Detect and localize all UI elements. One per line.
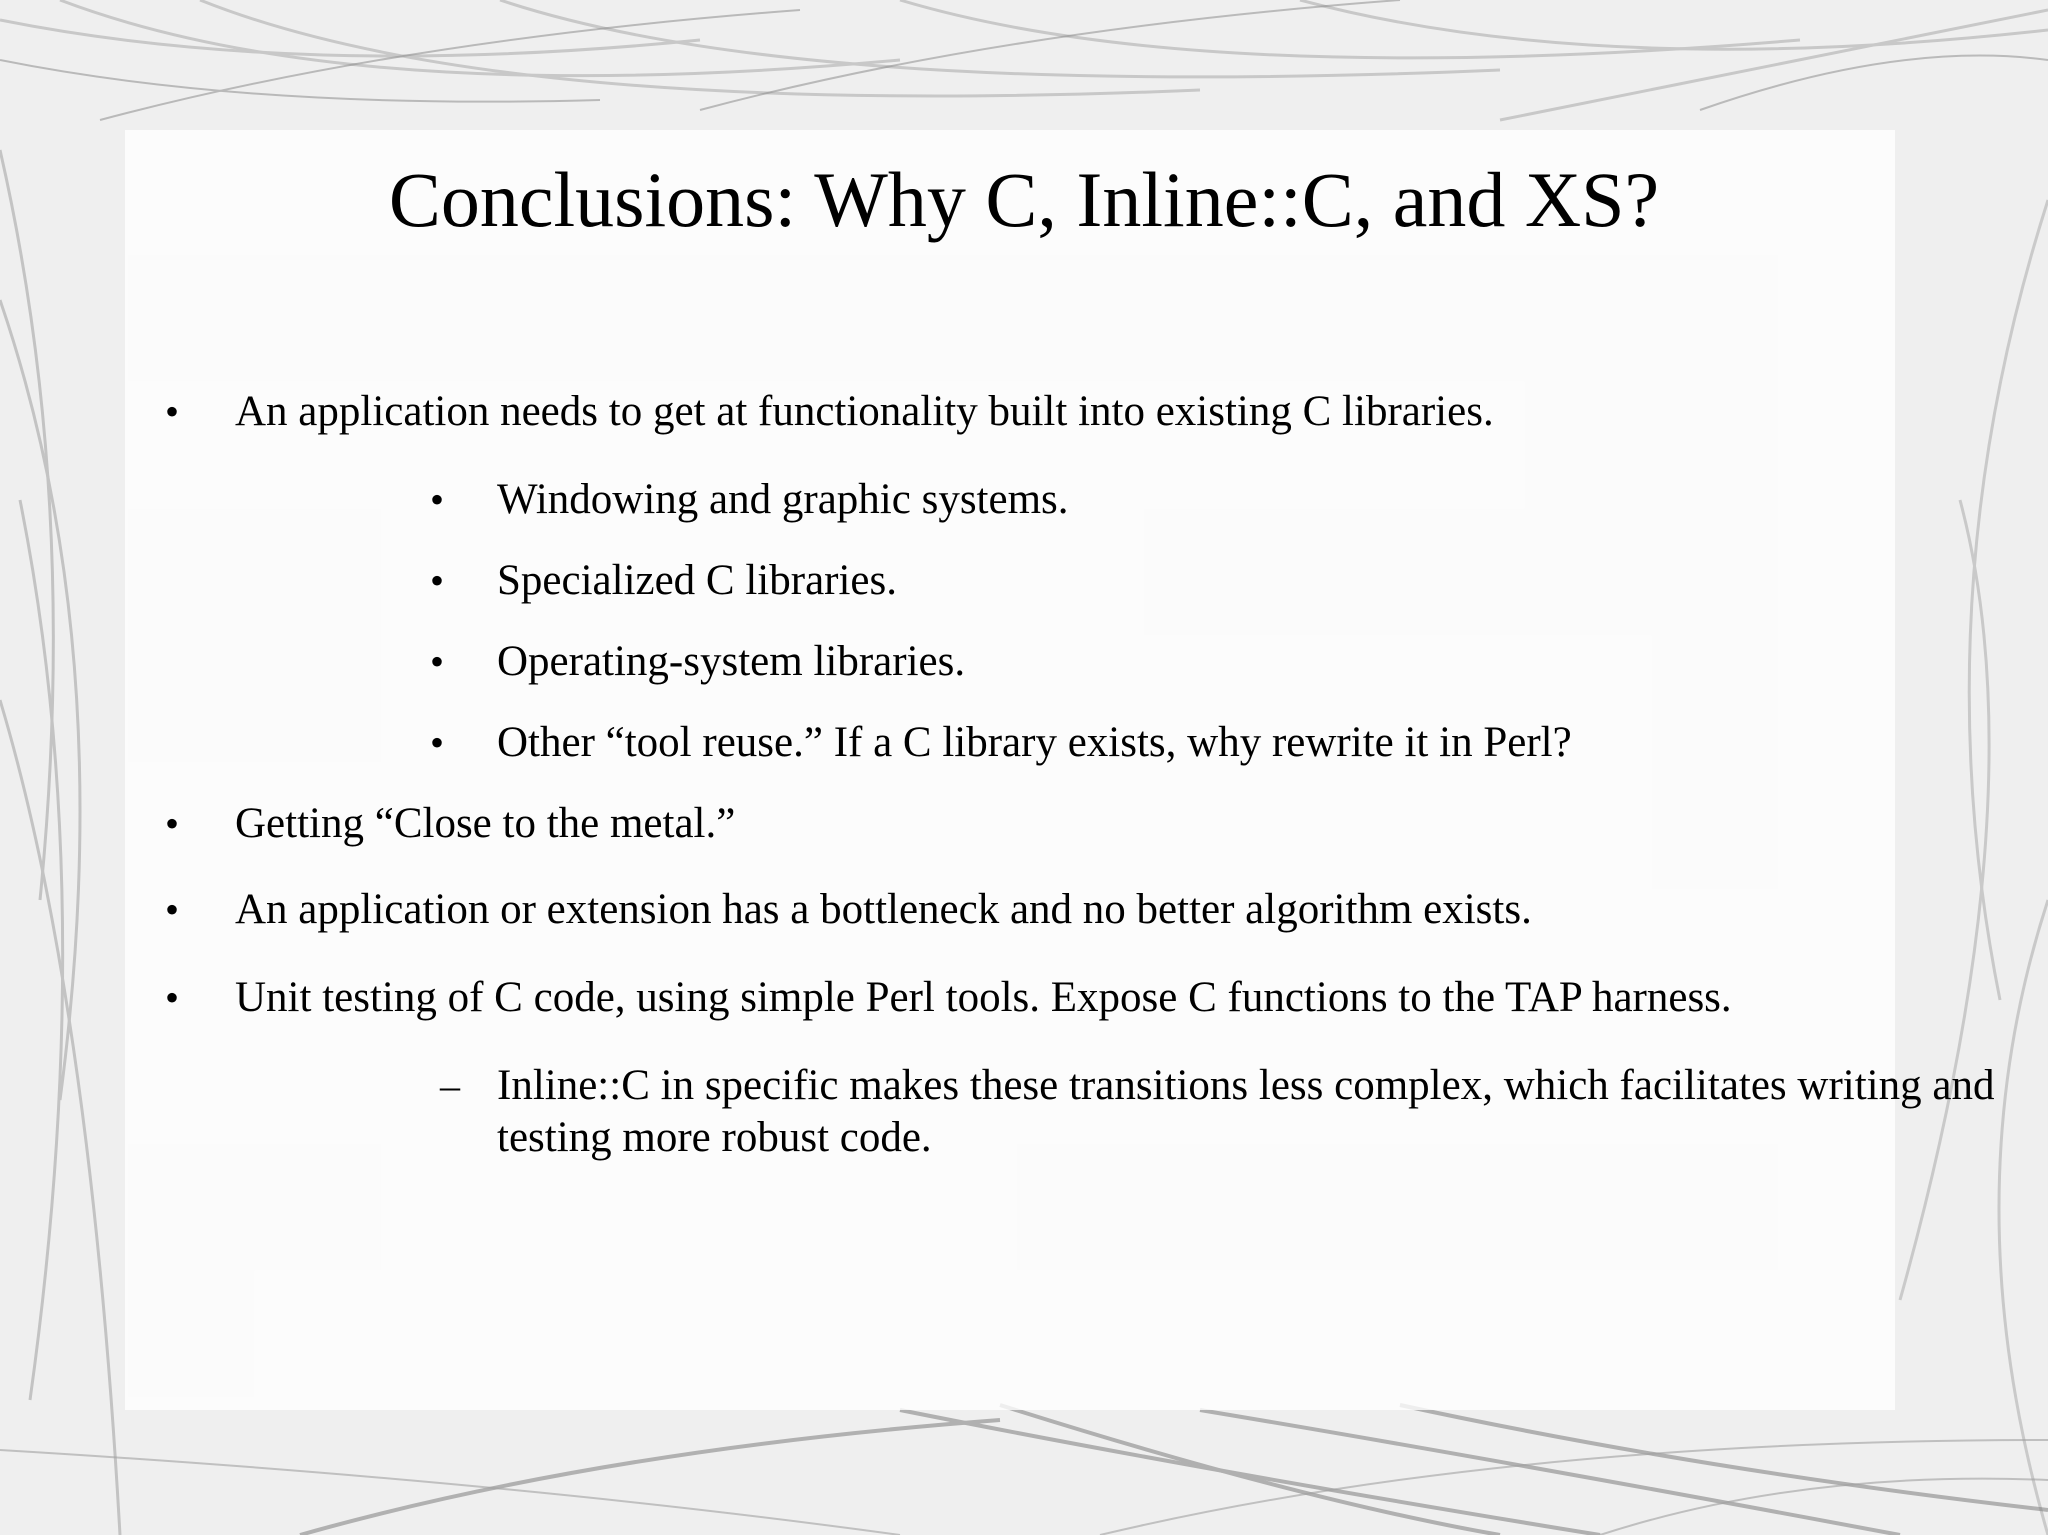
bullet-icon: • [165, 887, 180, 932]
bullet-text: An application or extension has a bottleneck and no better algorithm exists. [235, 886, 1532, 933]
bullet-text: Getting “Close to the metal.” [235, 800, 736, 847]
sub-dash-text: Inline::C in specific makes these transitions less complex, which facilitates writing and testing more robust code. [497, 1062, 1995, 1161]
bullet-icon: • [430, 639, 445, 684]
bullet-icon: • [165, 975, 180, 1020]
bullet-icon: • [430, 720, 445, 765]
bullet-text: Unit testing of C code, using simple Perl tools. Expose C functions to the TAP harness. [235, 974, 1732, 1021]
sub-bullet-text: Windowing and graphic systems. [497, 476, 1069, 523]
dash-icon: – [440, 1063, 460, 1108]
sub-bullet-text: Operating-system libraries. [497, 638, 966, 685]
bullet-icon: • [165, 389, 180, 434]
content-panel [125, 130, 1895, 1410]
slide-title: Conclusions: Why C, Inline::C, and XS? [388, 156, 1660, 243]
sub-bullet-text: Specialized C libraries. [497, 557, 897, 604]
sub-bullet-text: Other “tool reuse.” If a C library exists, why rewrite it in Perl? [497, 719, 1572, 766]
bullet-icon: • [430, 477, 445, 522]
bullet-icon: • [165, 801, 180, 846]
bullet-icon: • [430, 558, 445, 603]
bullet-text: An application needs to get at functionality built into existing C libraries. [235, 388, 1494, 435]
